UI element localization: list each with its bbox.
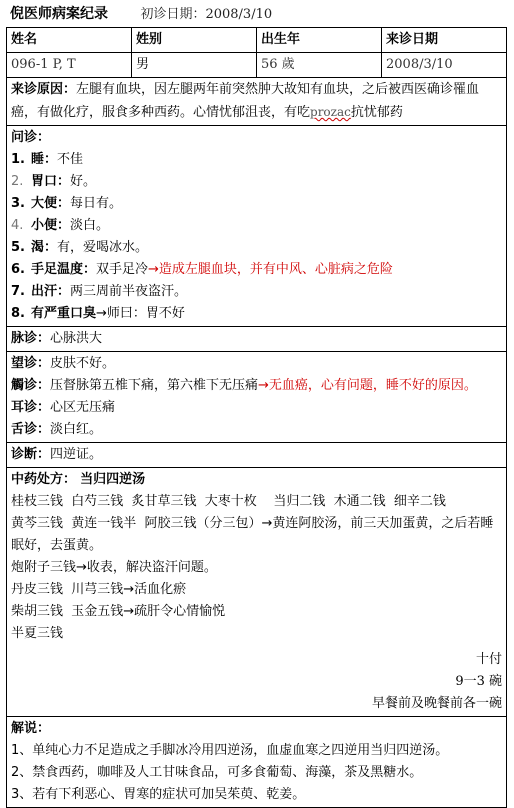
inspection (11, 353, 502, 375)
patient-age: 56 歲 (257, 53, 382, 78)
inquiry-item (11, 171, 502, 193)
explanation-item: 3、若有下利恶心、胃寒的症状可加吴茱萸、乾姜。 (11, 787, 306, 802)
reason-row (7, 78, 507, 126)
herb-line: 黄芩三钱 黄连一钱半 阿胶三钱（分三包）→黄连阿胶汤，前三天加蛋黄，之后若睡眠好，去蛋黄。 (11, 516, 494, 553)
item-number: 3. (11, 196, 25, 211)
palpation (11, 375, 502, 397)
explanation-cell (7, 717, 507, 808)
item-label: 渴： (31, 240, 58, 255)
herb-line: 柴胡三钱 玉金五钱→疏肝令心情愉悦 (11, 604, 226, 619)
inquiry-item (11, 237, 502, 259)
item-text: 有，爱喝冰水。 (57, 240, 149, 255)
item-text: 双手足冷 (96, 262, 149, 277)
item-label: 胃口： (31, 174, 71, 189)
tongue-label: 舌诊： (11, 422, 51, 437)
item-label: 出汗： (31, 284, 71, 299)
tongue-text: 淡白红。 (50, 422, 103, 437)
item-number: 1. (11, 152, 25, 167)
ear-exam (11, 397, 502, 419)
reason-text: 左腿有血块，因左腿两年前突然肿大故知有血块，之后被西医确诊罹血癌，有做化疗，服食多种西药。心情忧郁沮丧，有吃 (11, 82, 480, 120)
reason-label: 来诊原因： (11, 82, 77, 97)
col-birth: 出生年 (257, 28, 382, 53)
palpation-text: 压督脉第五椎下痛，第六椎下无压痛 (50, 378, 259, 393)
herb-line: 炮附子三钱→收表，解决盗汗问题。 (11, 560, 217, 575)
reason-drug: prozac (310, 105, 351, 119)
inquiry-row (7, 126, 507, 327)
item-number: 2. (11, 174, 24, 189)
item-number: 7. (11, 284, 25, 299)
inquiry-item (11, 193, 502, 215)
case-record-table (6, 27, 507, 808)
inquiry-item (11, 259, 502, 281)
prescription-label: 中药处方： (11, 472, 77, 487)
item-label: 手足温度： (31, 262, 97, 277)
explanation-label: 解说： (11, 721, 51, 736)
inquiry-item (11, 281, 502, 303)
inquiry-item (11, 215, 502, 237)
prescription-name: 当归四逆汤 (80, 472, 146, 487)
patient-header-row (7, 28, 507, 53)
explanation-row (7, 717, 507, 808)
patient-id: 096-1 P, T (7, 53, 132, 78)
inquiry-cell (7, 126, 507, 327)
inspection-label: 望诊： (11, 356, 51, 371)
explanation-item: 2、禁食西药，咖啡及人工甘味食品，可多食葡萄、海藻，茶及黑糖水。 (11, 765, 423, 780)
palpation-finding: →无血癌，心有问题，睡不好的原因。 (258, 378, 477, 393)
exam-row (7, 352, 507, 443)
dose-timing: 早餐前及晚餐前各一碗 (371, 696, 502, 711)
herb-line: 半夏三钱 (11, 626, 64, 641)
first-visit (140, 7, 272, 22)
col-sex: 姓别 (132, 28, 257, 53)
prescription-header (11, 469, 502, 491)
item-label: 有严重口臭 (31, 306, 97, 321)
first-visit-label: 初诊日期： (140, 7, 206, 22)
item-text: 两三周前半夜盗汗。 (70, 284, 188, 299)
record-title: 倪医师病案纪录 (10, 6, 108, 22)
item-number: 4. (11, 218, 24, 233)
herb-line: 桂枝三钱 白芍三钱 炙甘草三钱 大枣十枚 当归二钱 木通二钱 细辛二钱 (11, 494, 446, 509)
inspection-text: 皮肤不好。 (50, 356, 116, 371)
dose-count: 十付 (475, 652, 502, 667)
item-label: 小便： (31, 218, 71, 233)
diagnosis-label: 诊断： (11, 447, 51, 462)
prescription-row (7, 468, 507, 717)
item-text: 每日有。 (70, 196, 123, 211)
reason-tail: 抗忧郁药 (350, 105, 403, 120)
inquiry-item (11, 149, 502, 171)
record-header (6, 3, 506, 25)
pulse-label: 脉诊： (11, 331, 51, 346)
palpation-label: 觸诊： (11, 378, 51, 393)
pulse-cell (7, 327, 507, 352)
reason-cell (7, 78, 507, 126)
exam-cell (7, 352, 507, 443)
col-name: 姓名 (7, 28, 132, 53)
patient-visit-date: 2008/3/10 (382, 53, 507, 78)
item-text: 不佳 (57, 152, 84, 167)
diagnosis-text: 四逆证。 (50, 447, 103, 462)
ear-text: 心区无压痛 (50, 400, 116, 415)
item-text: →师曰：胃不好 (96, 306, 185, 321)
item-number: 8. (11, 306, 25, 321)
item-number: 6. (11, 262, 25, 277)
diagnosis-row (7, 443, 507, 468)
item-text: 好。 (70, 174, 97, 189)
pulse-row (7, 327, 507, 352)
bowl-count: 9一3 碗 (455, 674, 502, 689)
col-visit-date: 来诊日期 (382, 28, 507, 53)
diagnosis-cell (7, 443, 507, 468)
ear-label: 耳诊： (11, 400, 51, 415)
item-number: 5. (11, 240, 25, 255)
item-warning: →造成左腿血块，并有中风、心脏病之危险 (148, 262, 393, 277)
patient-value-row (7, 53, 507, 78)
inquiry-label: 问诊： (11, 130, 51, 145)
pulse-text: 心脉洪大 (50, 331, 103, 346)
item-label: 睡： (31, 152, 58, 167)
item-text: 淡白。 (70, 218, 110, 233)
patient-sex: 男 (132, 53, 257, 78)
first-visit-date: 2008/3/10 (205, 7, 273, 22)
explanation-item: 1、单纯心力不足造成之手脚冰冷用四逆汤，血虚血寒之四逆用当归四逆汤。 (11, 743, 449, 758)
tongue-exam (11, 419, 502, 441)
prescription-cell (7, 468, 507, 717)
item-label: 大便： (31, 196, 71, 211)
herb-line: 丹皮三钱 川芎三钱→活血化瘀 (11, 582, 187, 597)
inquiry-item (11, 303, 502, 325)
